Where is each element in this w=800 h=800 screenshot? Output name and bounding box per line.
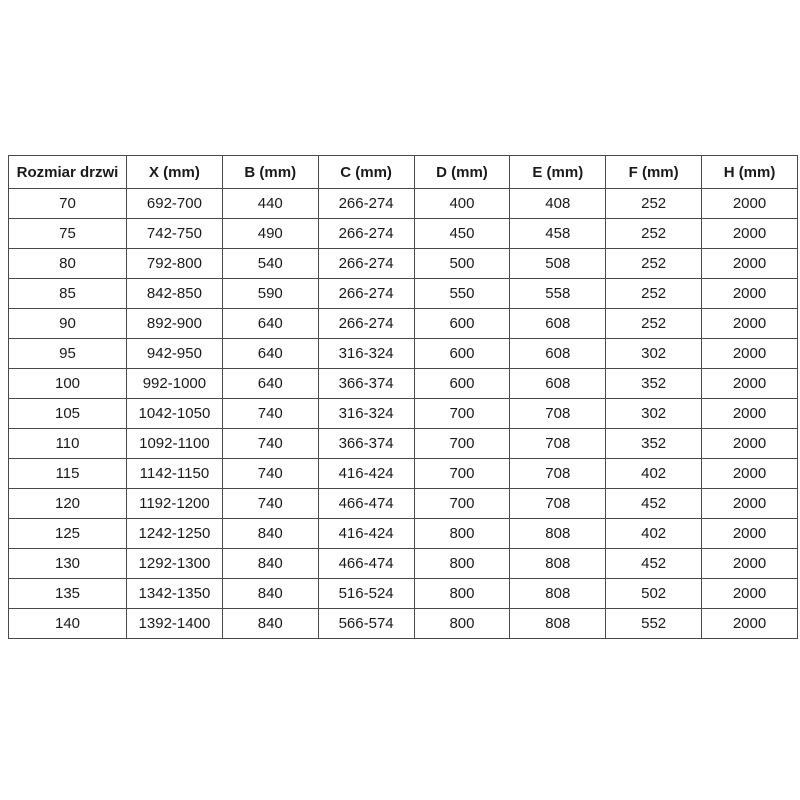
table-row xyxy=(9,579,798,609)
table-cell: 458 xyxy=(510,219,606,249)
table-cell: 266-274 xyxy=(318,309,414,339)
table-cell: 800 xyxy=(414,579,510,609)
table-cell: 2000 xyxy=(702,519,798,549)
table-cell: 600 xyxy=(414,339,510,369)
column-header: C (mm) xyxy=(318,156,414,189)
table-cell: 266-274 xyxy=(318,189,414,219)
table-cell: 708 xyxy=(510,489,606,519)
table-cell: 416-424 xyxy=(318,519,414,549)
table-cell: 440 xyxy=(222,189,318,219)
table-cell: 840 xyxy=(222,549,318,579)
table-cell: 992-1000 xyxy=(127,369,223,399)
table-cell: 508 xyxy=(510,249,606,279)
table-cell: 466-474 xyxy=(318,549,414,579)
table-row xyxy=(9,249,798,279)
table-cell: 540 xyxy=(222,249,318,279)
table-cell: 2000 xyxy=(702,339,798,369)
table-row xyxy=(9,459,798,489)
table-cell: 352 xyxy=(606,369,702,399)
table-cell: 2000 xyxy=(702,489,798,519)
table-cell: 125 xyxy=(9,519,127,549)
table-cell: 85 xyxy=(9,279,127,309)
table-cell: 402 xyxy=(606,519,702,549)
table-row xyxy=(9,189,798,219)
table-row xyxy=(9,519,798,549)
table-cell: 452 xyxy=(606,489,702,519)
table-cell: 842-850 xyxy=(127,279,223,309)
column-header: H (mm) xyxy=(702,156,798,189)
table-row xyxy=(9,549,798,579)
table-cell: 808 xyxy=(510,579,606,609)
table-cell: 140 xyxy=(9,609,127,639)
table-cell: 466-474 xyxy=(318,489,414,519)
table-cell: 2000 xyxy=(702,399,798,429)
table-cell: 558 xyxy=(510,279,606,309)
table-row xyxy=(9,429,798,459)
table-cell: 135 xyxy=(9,579,127,609)
table-cell: 792-800 xyxy=(127,249,223,279)
table-row xyxy=(9,309,798,339)
table-cell: 550 xyxy=(414,279,510,309)
table-cell: 75 xyxy=(9,219,127,249)
table-cell: 252 xyxy=(606,249,702,279)
table-row xyxy=(9,279,798,309)
table-cell: 640 xyxy=(222,339,318,369)
table-cell: 490 xyxy=(222,219,318,249)
table-body xyxy=(9,189,798,639)
table-cell: 808 xyxy=(510,549,606,579)
table-header xyxy=(9,156,798,189)
table-cell: 252 xyxy=(606,189,702,219)
table-cell: 302 xyxy=(606,339,702,369)
door-size-table xyxy=(8,155,798,639)
table-cell: 120 xyxy=(9,489,127,519)
table-cell: 1192-1200 xyxy=(127,489,223,519)
table-cell: 100 xyxy=(9,369,127,399)
table-row xyxy=(9,399,798,429)
table-cell: 1342-1350 xyxy=(127,579,223,609)
table-cell: 740 xyxy=(222,399,318,429)
table-cell: 2000 xyxy=(702,249,798,279)
table-cell: 80 xyxy=(9,249,127,279)
table-cell: 740 xyxy=(222,429,318,459)
table-cell: 800 xyxy=(414,519,510,549)
table-cell: 640 xyxy=(222,309,318,339)
table-cell: 608 xyxy=(510,369,606,399)
table-cell: 2000 xyxy=(702,189,798,219)
table-cell: 892-900 xyxy=(127,309,223,339)
table-cell: 1292-1300 xyxy=(127,549,223,579)
table-cell: 800 xyxy=(414,609,510,639)
table-row xyxy=(9,369,798,399)
table-cell: 2000 xyxy=(702,279,798,309)
table-cell: 266-274 xyxy=(318,279,414,309)
table-cell: 500 xyxy=(414,249,510,279)
column-header: F (mm) xyxy=(606,156,702,189)
table-cell: 316-324 xyxy=(318,339,414,369)
column-header: Rozmiar drzwi xyxy=(9,156,127,189)
table-cell: 566-574 xyxy=(318,609,414,639)
table-cell: 316-324 xyxy=(318,399,414,429)
table-cell: 740 xyxy=(222,459,318,489)
table-cell: 608 xyxy=(510,309,606,339)
table-cell: 708 xyxy=(510,429,606,459)
table-cell: 1242-1250 xyxy=(127,519,223,549)
table-cell: 808 xyxy=(510,609,606,639)
table-cell: 700 xyxy=(414,399,510,429)
table-cell: 252 xyxy=(606,279,702,309)
table-cell: 366-374 xyxy=(318,429,414,459)
column-header: B (mm) xyxy=(222,156,318,189)
table-cell: 708 xyxy=(510,459,606,489)
table-cell: 516-524 xyxy=(318,579,414,609)
table-cell: 2000 xyxy=(702,219,798,249)
table-cell: 2000 xyxy=(702,429,798,459)
table-cell: 105 xyxy=(9,399,127,429)
table-cell: 95 xyxy=(9,339,127,369)
table-cell: 110 xyxy=(9,429,127,459)
table-cell: 252 xyxy=(606,309,702,339)
table-cell: 700 xyxy=(414,429,510,459)
table-cell: 840 xyxy=(222,609,318,639)
table-cell: 90 xyxy=(9,309,127,339)
table-cell: 600 xyxy=(414,309,510,339)
table-cell: 1142-1150 xyxy=(127,459,223,489)
table-cell: 2000 xyxy=(702,549,798,579)
table-cell: 366-374 xyxy=(318,369,414,399)
table-cell: 130 xyxy=(9,549,127,579)
table-row xyxy=(9,489,798,519)
table-cell: 742-750 xyxy=(127,219,223,249)
table-cell: 502 xyxy=(606,579,702,609)
table-cell: 115 xyxy=(9,459,127,489)
table-cell: 266-274 xyxy=(318,249,414,279)
table-cell: 400 xyxy=(414,189,510,219)
table-cell: 2000 xyxy=(702,309,798,339)
column-header: D (mm) xyxy=(414,156,510,189)
table-cell: 2000 xyxy=(702,579,798,609)
table-row xyxy=(9,609,798,639)
table-cell: 2000 xyxy=(702,369,798,399)
table-cell: 2000 xyxy=(702,459,798,489)
table-cell: 2000 xyxy=(702,609,798,639)
table-cell: 600 xyxy=(414,369,510,399)
table-cell: 1042-1050 xyxy=(127,399,223,429)
table-cell: 1092-1100 xyxy=(127,429,223,459)
table-cell: 840 xyxy=(222,519,318,549)
table-cell: 608 xyxy=(510,339,606,369)
table-cell: 692-700 xyxy=(127,189,223,219)
table-header-row xyxy=(9,156,798,189)
table-cell: 70 xyxy=(9,189,127,219)
table-cell: 302 xyxy=(606,399,702,429)
table-cell: 352 xyxy=(606,429,702,459)
column-header: X (mm) xyxy=(127,156,223,189)
table-row xyxy=(9,339,798,369)
table-cell: 700 xyxy=(414,489,510,519)
table-cell: 942-950 xyxy=(127,339,223,369)
table-cell: 266-274 xyxy=(318,219,414,249)
table-cell: 1392-1400 xyxy=(127,609,223,639)
table-row xyxy=(9,219,798,249)
table-cell: 402 xyxy=(606,459,702,489)
table-cell: 808 xyxy=(510,519,606,549)
column-header: E (mm) xyxy=(510,156,606,189)
table-cell: 552 xyxy=(606,609,702,639)
table-cell: 708 xyxy=(510,399,606,429)
table-cell: 700 xyxy=(414,459,510,489)
table-cell: 800 xyxy=(414,549,510,579)
table-cell: 740 xyxy=(222,489,318,519)
table-cell: 416-424 xyxy=(318,459,414,489)
table-cell: 252 xyxy=(606,219,702,249)
table-cell: 408 xyxy=(510,189,606,219)
table-cell: 590 xyxy=(222,279,318,309)
table-cell: 450 xyxy=(414,219,510,249)
table-cell: 452 xyxy=(606,549,702,579)
table-cell: 840 xyxy=(222,579,318,609)
table-cell: 640 xyxy=(222,369,318,399)
